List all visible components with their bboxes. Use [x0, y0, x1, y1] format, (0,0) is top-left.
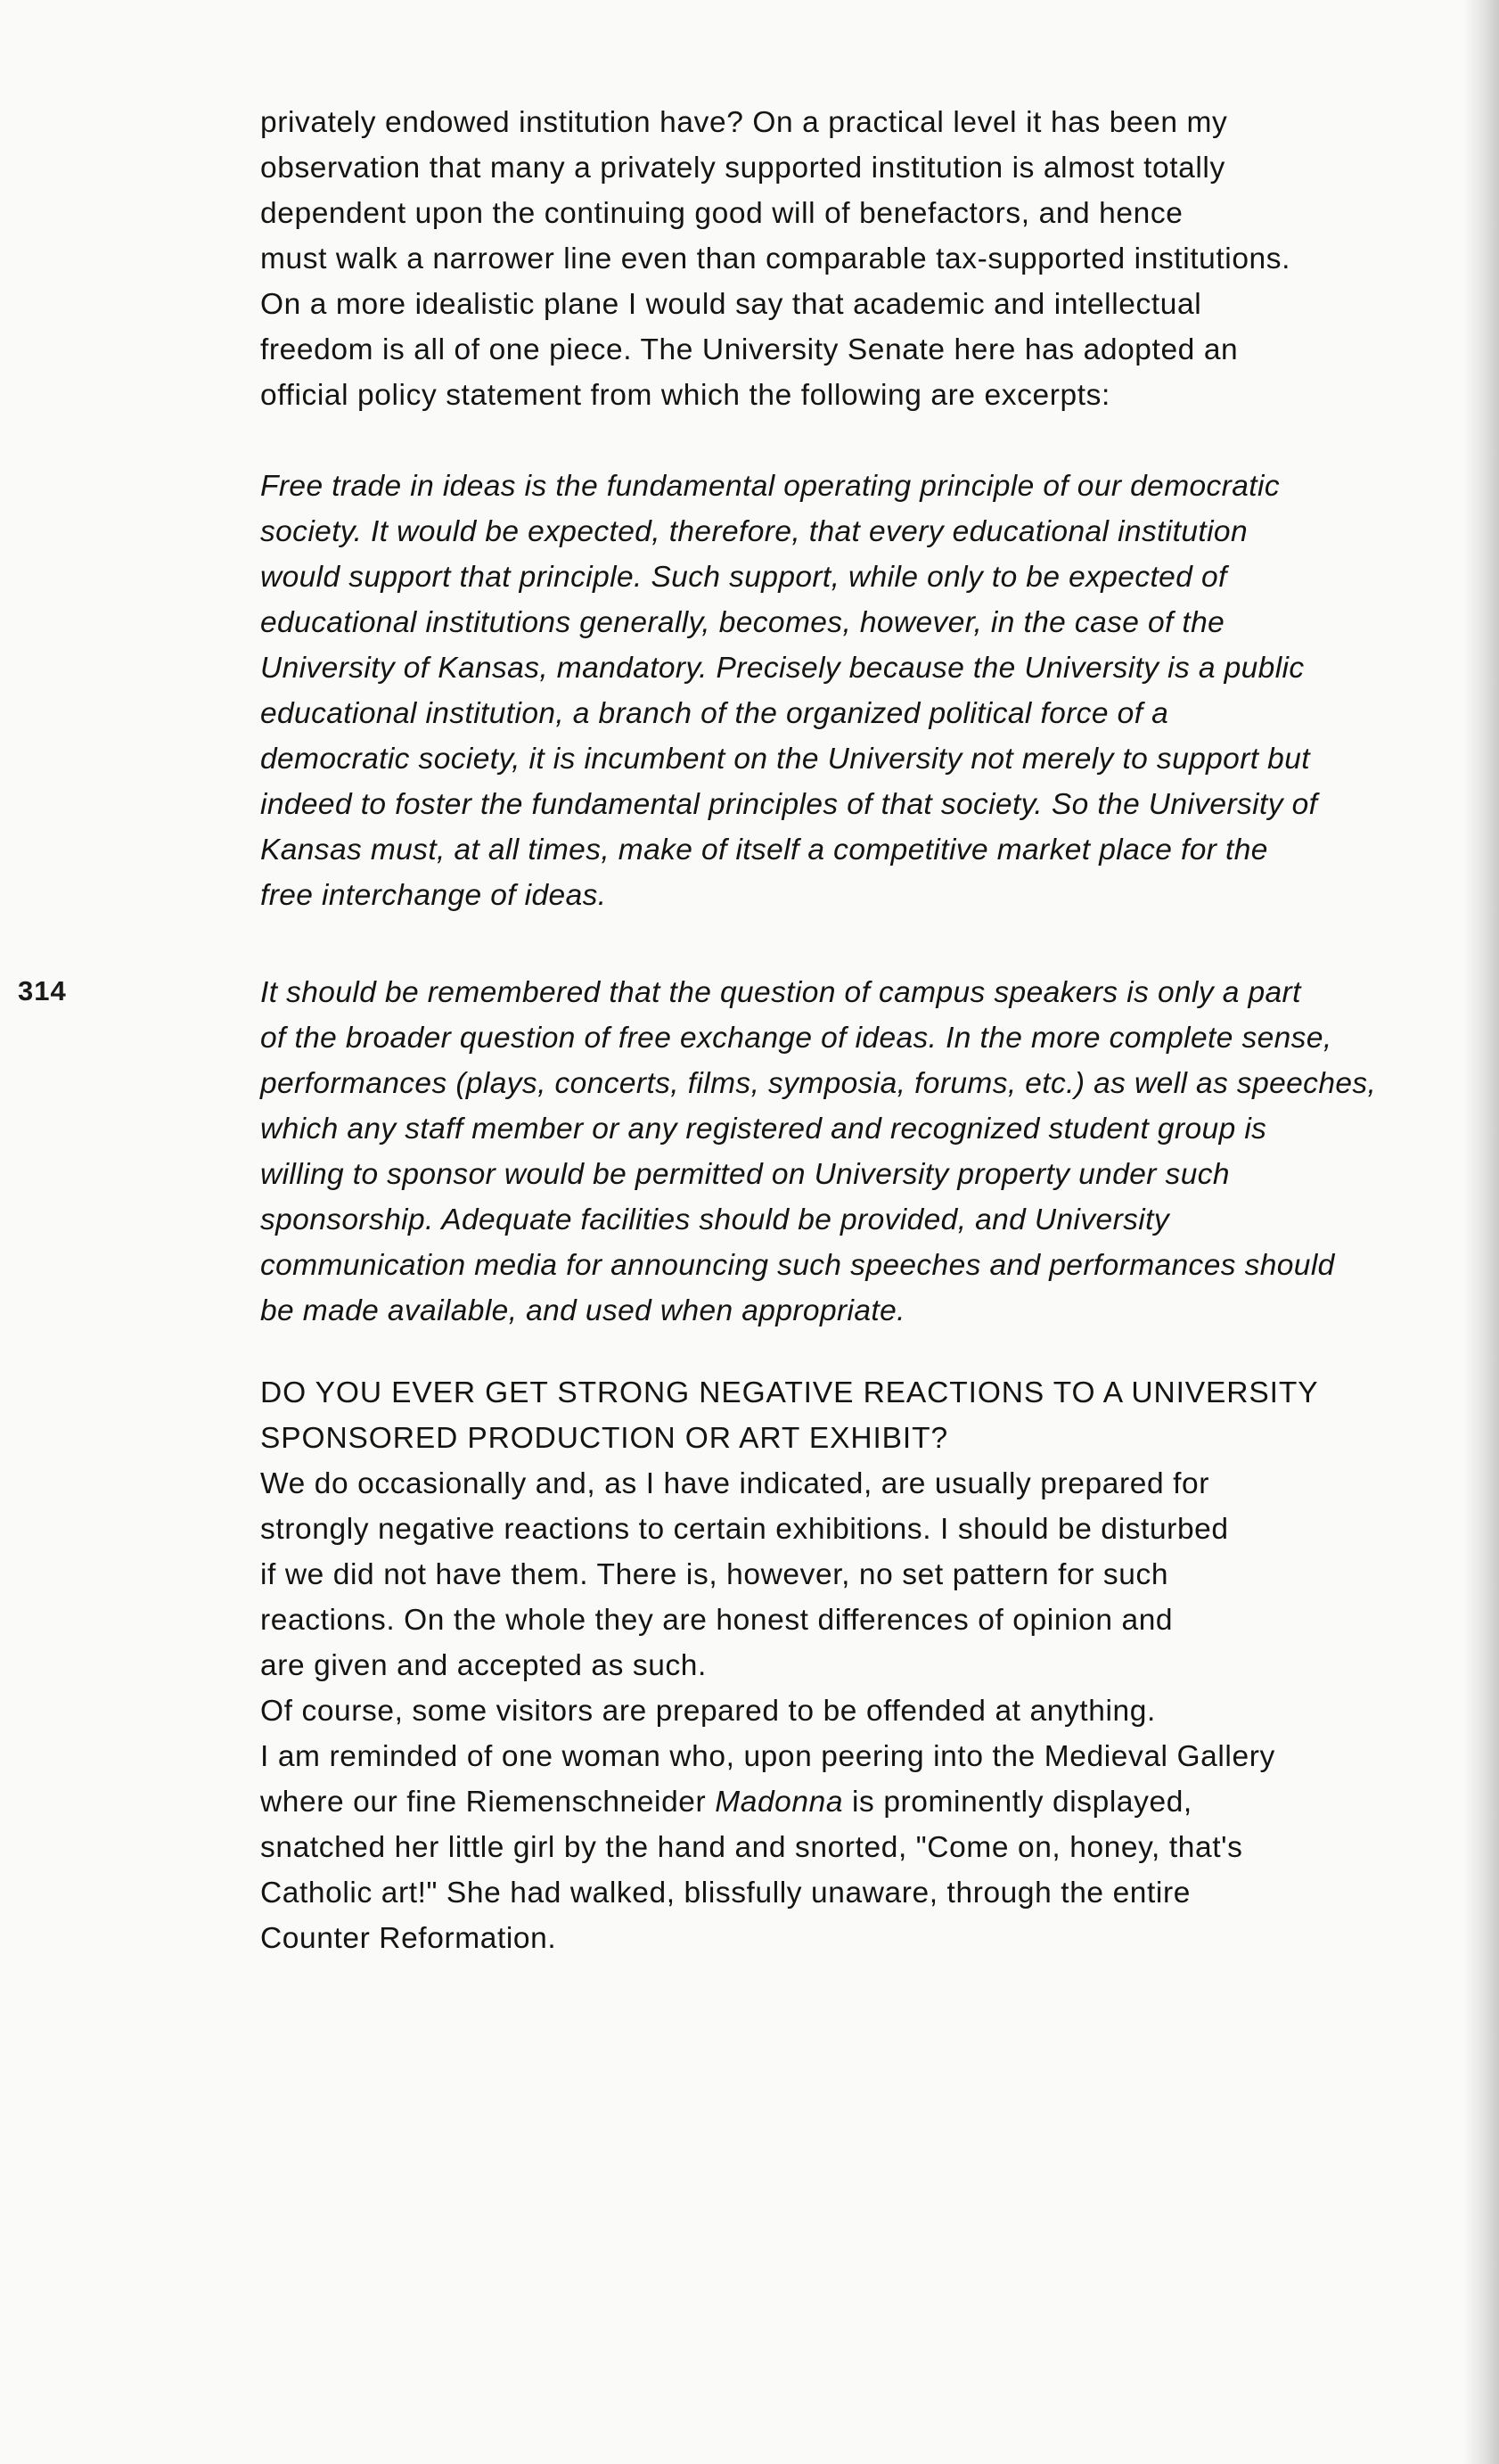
page-number: 314: [18, 975, 67, 1006]
text-line: communication media for announcing such speeches and performances should: [260, 1249, 1335, 1282]
question-line: DO YOU EVER GET STRONG NEGATIVE REACTIONS TO A UNIVERSITY: [260, 1376, 1319, 1409]
text-line: if we did not have them. There is, however, no set pattern for such: [260, 1558, 1169, 1591]
text-line: University of Kansas, mandatory. Precisely because the University is a public: [260, 652, 1305, 685]
text-line: sponsorship. Adequate facilities should be provided, and University: [260, 1203, 1169, 1236]
policy-quote-2: [260, 970, 1472, 1334]
text-line: Kansas must, at all times, make of itself a competitive market place for the: [260, 834, 1268, 867]
interview-question: [260, 1370, 1472, 1461]
policy-quote-1: [260, 464, 1472, 918]
text-line: democratic society, it is incumbent on the University not merely to support but: [260, 743, 1310, 776]
text-fragment: where our fine Riemenschneider: [260, 1786, 716, 1819]
text-line: Catholic art!" She had walked, blissfully unaware, through the entire: [260, 1877, 1191, 1910]
text-line: society. It would be expected, therefore, that every educational institution: [260, 515, 1248, 548]
text-line: dependent upon the continuing good will of benefactors, and hence: [260, 197, 1184, 230]
text-line: privately endowed institution have? On a practical level it has been my: [260, 106, 1228, 139]
text-line: It should be remembered that the question of campus speakers is only a part: [260, 976, 1301, 1009]
text-line: educational institution, a branch of the organized political force of a: [260, 697, 1169, 730]
text-line: We do occasionally and, as I have indicated, are usually prepared for: [260, 1467, 1209, 1500]
text-line-madonna: [260, 1779, 1472, 1825]
text-line: I am reminded of one woman who, upon peering into the Medieval Gallery: [260, 1740, 1275, 1773]
text-line: observation that many a privately supported institution is almost totally: [260, 152, 1225, 185]
interview-answer: [260, 1461, 1472, 1961]
text-line: Of course, some visitors are prepared to be offended at anything.: [260, 1695, 1156, 1728]
intro-paragraph: [260, 100, 1472, 418]
text-line: free interchange of ideas.: [260, 879, 607, 912]
text-fragment: is prominently displayed,: [843, 1786, 1192, 1819]
text-line: willing to sponsor would be permitted on University property under such: [260, 1158, 1230, 1191]
text-line: strongly negative reactions to certain exhibitions. I should be disturbed: [260, 1513, 1229, 1546]
text-line: which any staff member or any registered and recognized student group is: [260, 1113, 1267, 1146]
text-line: reactions. On the whole they are honest differences of opinion and: [260, 1604, 1174, 1637]
page-edge-shadow: [1463, 0, 1499, 2464]
text-line: Counter Reformation.: [260, 1922, 557, 1955]
text-line: be made available, and used when appropriate.: [260, 1294, 905, 1327]
text-line: indeed to foster the fundamental principles of that society. So the University of: [260, 788, 1318, 821]
text-line: snatched her little girl by the hand and snorted, "Come on, honey, that's: [260, 1831, 1243, 1864]
text-line: educational institutions generally, becomes, however, in the case of the: [260, 606, 1225, 639]
text-line: must walk a narrower line even than comparable tax-supported institutions.: [260, 242, 1291, 275]
text-line: On a more idealistic plane I would say that academic and intellectual: [260, 288, 1202, 321]
text-line: official policy statement from which the following are excerpts:: [260, 379, 1110, 412]
artwork-title: Madonna: [715, 1786, 844, 1819]
text-line: performances (plays, concerts, films, symposia, forums, etc.) as well as speeches,: [260, 1067, 1377, 1100]
text-line: would support that principle. Such support, while only to be expected of: [260, 561, 1227, 594]
text-line: are given and accepted as such.: [260, 1649, 707, 1682]
text-line: of the broader question of free exchange of ideas. In the more complete sense,: [260, 1022, 1332, 1055]
text-line: Free trade in ideas is the fundamental operating principle of our democratic: [260, 470, 1280, 503]
question-line: SPONSORED PRODUCTION OR ART EXHIBIT?: [260, 1422, 949, 1455]
text-line: freedom is all of one piece. The University Senate here has adopted an: [260, 333, 1239, 366]
